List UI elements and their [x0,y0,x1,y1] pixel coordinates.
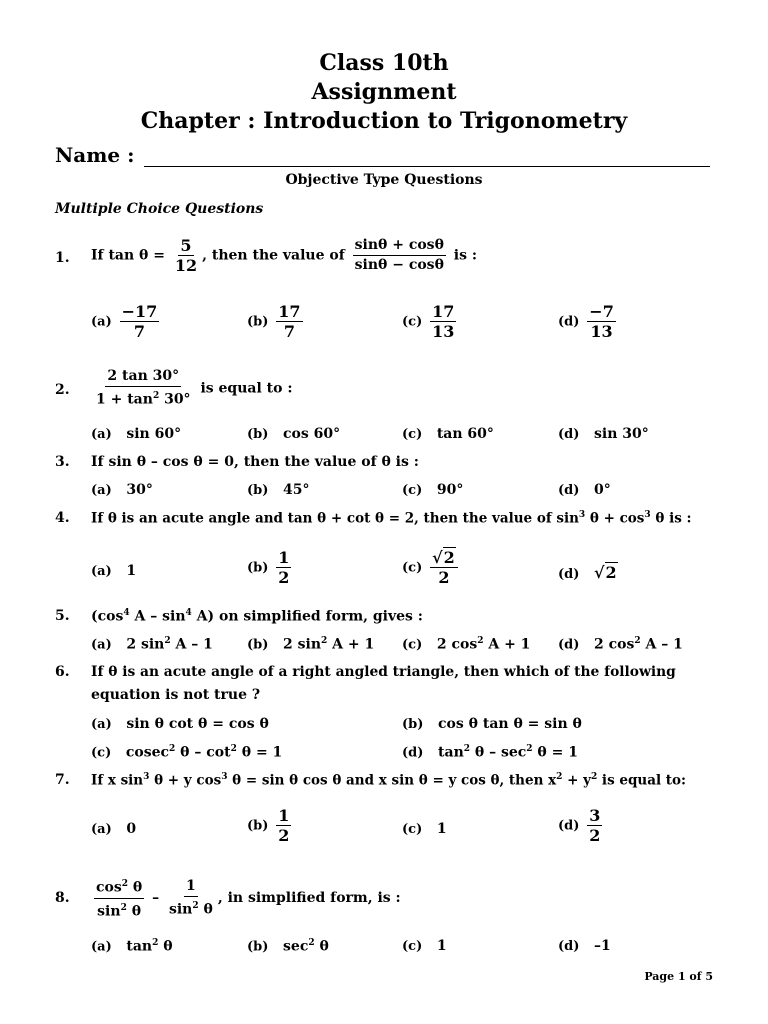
chapter-title: Chapter : Introduction to Trigonometry [140,108,628,134]
q8-option-a [91,938,173,955]
option-label: (a) [91,717,112,732]
q4-option-b [247,548,294,587]
q5-option-a [91,636,213,653]
frac-num: 3 [589,806,601,825]
q8-f1-num [94,875,144,899]
option-label: (b) [247,637,269,653]
q5-option-d [558,636,683,653]
option-text: tan [438,744,464,761]
option-sup: 2 [526,744,533,754]
option-text: cosec [125,744,170,761]
q3-option-b [247,482,310,498]
q7-d-frac [587,806,602,845]
option-label: (d) [558,818,580,834]
option-text: 0° [594,482,611,498]
q1-pre: If tan θ = [91,247,165,264]
option-text: 2 cos [594,636,635,653]
option-sup: 2 [164,636,171,646]
q2-option-b [247,426,340,442]
q4-c: θ is : [650,510,692,527]
q2-option-a [91,426,181,442]
q4-b-frac [276,548,291,587]
q1-option-b [247,302,306,341]
option-sup: 2 [477,636,484,646]
option-text-b: A + 1 [327,636,375,653]
frac-num: 1 [278,806,290,825]
q5-option-b [247,636,374,653]
f1d-b: θ [126,903,142,920]
q7-b-frac [276,806,291,845]
option-label: (d) [558,939,580,954]
q1-number: 1. [55,250,70,266]
q6-option-d [402,744,578,761]
option-text: sin 60° [126,426,182,442]
q7-b: θ + y cos [149,772,222,789]
option-label: (b) [247,483,269,498]
option-text: 1 [436,821,447,837]
option-label: (a) [91,314,112,330]
f1n-sup: 2 [121,879,129,889]
option-text-b: θ [314,938,329,955]
option-label: (b) [247,818,269,834]
q4-b: θ + cos [585,510,645,527]
option-sup: 2 [463,744,471,754]
option-label: (b) [402,717,424,732]
q4-c-frac [430,548,458,587]
q1-frac2-num: sinθ + cosθ [353,236,446,256]
q2-post: is equal to : [200,380,293,397]
frac-num: −17 [121,302,158,321]
q2-option-d [558,426,649,442]
q5-number: 5. [55,608,70,624]
option-label: (d) [558,567,580,582]
option-text: cos 60° [283,426,341,442]
q2-text [91,367,293,410]
name-row [55,143,710,167]
option-sup: 2 [308,938,315,948]
option-label: (c) [91,745,112,761]
option-text: tan [126,938,153,955]
q7-s4: 2 [590,772,598,782]
q5-c: A) on simplified form, gives : [191,608,423,625]
option-text-b: A – 1 [640,636,683,653]
option-text-b: A + 1 [483,636,531,653]
q8-option-b [247,938,329,955]
q1-frac-den: 12 [174,256,198,275]
option-text: 45° [283,482,310,498]
q2-den-sup: 2 [152,391,160,401]
q1-fraction2 [353,236,446,275]
assignment-title: Assignment [311,79,457,105]
frac-num [430,548,458,568]
q4-option-d [558,563,618,582]
f2d-sup: 2 [192,900,199,911]
option-text: tan 60° [436,426,494,442]
option-label: (c) [402,483,423,498]
q1-option-c [402,302,459,341]
frac-den: 2 [438,568,450,587]
q2-den-a: 1 + tan [96,391,153,408]
option-text: 2 cos [436,636,478,653]
option-label: (b) [247,427,269,442]
frac-den: 2 [278,826,290,845]
q1-post: is : [453,247,478,264]
frac-num: 17 [432,302,455,321]
option-text-b: θ – sec [470,744,527,761]
q8-fraction2 [167,877,215,920]
q1-d-frac [587,302,616,341]
q1-frac-num: 5 [180,236,192,255]
option-label: (b) [247,560,269,576]
q1-a-frac [120,302,160,341]
q8-option-d [558,938,611,954]
q8-post: , in simplified form, is : [217,890,401,907]
q7-s1: 3 [143,772,150,782]
q8-f2-den [167,897,215,920]
option-label: (b) [247,314,269,330]
sqrt-symbol: √2 [594,563,617,582]
q3-number: 3. [55,454,70,470]
q2-option-c [402,426,494,442]
q8-fraction1 [94,875,144,921]
q2-number: 2. [55,382,70,398]
page-number: Page 1 of 5 [644,970,713,983]
q7-option-b [247,806,294,845]
option-label: (c) [402,560,423,576]
mcq-heading: Multiple Choice Questions [55,201,264,217]
q8-number: 8. [55,890,70,906]
option-sup: 2 [230,744,237,754]
option-text: 2 sin [126,636,165,653]
f2d-a: sin [168,901,193,918]
option-sup: 2 [321,636,328,646]
option-text: sin 30° [594,426,649,442]
option-text: sec [283,938,309,955]
objective-heading: Objective Type Questions [285,172,483,188]
option-label: (c) [402,637,423,653]
frac-den: 13 [432,322,455,341]
q3-option-a [91,482,153,498]
q2-fraction [94,367,193,410]
q7-number: 7. [55,772,70,788]
q5-sup2: 4 [185,608,192,618]
option-label: (c) [402,822,423,837]
option-text: cos θ tan θ = sin θ [438,716,582,732]
option-text: 30° [126,482,153,498]
q2-frac-num: 2 tan 30° [105,367,181,387]
q1-frac2-den: sinθ − cosθ [354,257,444,273]
option-text: 1 [436,938,447,954]
q8-f1-den [95,899,143,922]
option-text-c: θ = 1 [532,744,578,761]
q3-text: If sin θ – cos θ = 0, then the value of θ is : [91,454,419,470]
option-text: –1 [594,938,611,954]
q8-text [91,875,401,921]
q4-option-c [402,548,461,587]
option-text: 90° [436,482,464,498]
q4-a: If θ is an acute angle and tan θ + cot θ = 2, then the value of sin [91,510,579,527]
q7-option-a [91,821,136,837]
option-sup: 2 [152,938,159,948]
option-text-b: θ – cot [175,744,231,761]
q1-mid: , then the value of [202,247,345,264]
option-text: sin θ cot θ = cos θ [126,716,269,732]
option-label: (d) [402,745,424,761]
q4-sup1: 3 [578,510,586,520]
q7-e: is equal to: [597,772,687,789]
q3-option-d [558,482,611,498]
option-label: (a) [91,427,112,442]
q7-d: + y [562,772,591,789]
frac-num: 1 [278,548,290,567]
option-label: (c) [402,314,423,330]
option-label: (b) [247,939,269,955]
f1n-b: θ [128,879,143,896]
q4-number: 4. [55,510,70,526]
option-label: (d) [558,483,580,498]
q7-s3: 2 [556,772,563,782]
q1-text [91,236,477,275]
q1-b-frac [276,302,302,341]
option-text-b: θ [158,938,173,955]
option-text-b: A – 1 [170,636,213,653]
q1-option-d [558,302,619,341]
radicand: 2 [443,548,455,567]
q6-number: 6. [55,664,70,680]
q2-den-b: 30° [159,391,191,408]
f1d-a: sin [97,903,121,920]
q6-option-c [91,744,282,761]
q5-a: (cos [91,608,124,625]
q5-b: A – sin [129,608,186,625]
q5-option-c [402,636,530,653]
q3-option-c [402,482,463,498]
name-label: Name : [55,143,135,167]
q1-option-a [91,302,162,341]
frac-den: 13 [590,322,613,341]
frac-den: 7 [133,322,146,341]
q7-a: If x sin [91,772,144,789]
radicand: 2 [605,563,617,582]
option-label: (c) [402,939,423,954]
q4-text [91,510,692,527]
option-label: (c) [402,427,423,442]
option-label: (d) [558,314,580,330]
q6-option-a [91,716,269,732]
option-text: 0 [126,821,137,837]
q6-line1: If θ is an acute angle of a right angled triangle, then which of the following [91,664,676,680]
option-label: (a) [91,822,112,837]
frac-den: 2 [278,568,290,587]
class-title: Class 10th [319,50,449,76]
option-text: 1 [126,563,137,579]
q4-sup2: 3 [644,510,651,520]
f1n-a: cos [96,879,122,896]
q7-c: θ = sin θ cos θ and x sin θ = y cos θ, then x [227,772,557,789]
q7-text [91,772,686,789]
option-label: (a) [91,939,112,955]
q2-frac-den [94,387,193,410]
frac-den: 2 [589,826,601,845]
option-sup: 2 [169,744,176,754]
frac-den: 7 [283,322,295,341]
q5-sup1: 4 [123,608,130,618]
option-label: (a) [91,483,112,498]
q8-f2-num: 1 [184,877,198,897]
q6-line2: equation is not true ? [91,687,261,703]
q7-s2: 3 [221,772,228,782]
option-sup: 2 [634,636,641,646]
option-label: (d) [558,427,580,442]
sqrt-symbol: √2 [432,548,455,567]
q8-minus: – [152,890,160,907]
f2d-b: θ [198,901,213,918]
option-label: (a) [91,637,112,653]
q7-option-c [402,821,447,837]
option-label: (a) [91,564,112,579]
q4-option-a [91,563,136,579]
name-field-line [144,144,710,167]
option-text: 2 sin [283,636,322,653]
q1-fraction [173,236,199,275]
q8-option-c [402,938,447,954]
q1-c-frac [430,302,456,341]
option-text-c: θ = 1 [236,744,283,761]
q5-text [91,608,423,625]
option-label: (d) [558,637,580,653]
frac-num: 17 [278,302,301,321]
f1d-sup: 2 [120,902,127,913]
frac-num: −7 [589,302,614,321]
q7-option-d [558,806,605,845]
q6-option-b [402,716,582,732]
